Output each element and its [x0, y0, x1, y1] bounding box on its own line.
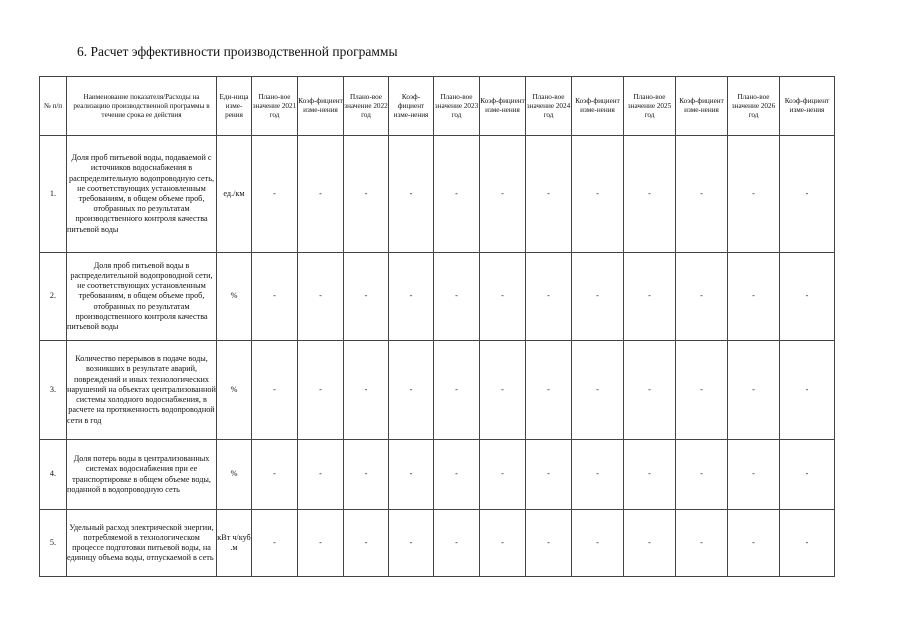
value-cell: -: [526, 136, 572, 253]
value-cell: -: [434, 440, 480, 510]
value-cell: -: [298, 510, 344, 577]
value-cell: -: [526, 510, 572, 577]
value-cell: -: [572, 136, 624, 253]
value-cell: -: [480, 136, 526, 253]
column-header: Плано-вое значение 2024 год: [526, 77, 572, 136]
table-row: [40, 253, 835, 341]
value-cell: -: [252, 510, 298, 577]
column-header: Коэф-фициент изме-нения: [480, 77, 526, 136]
indicator-name: Количество перерывов в подаче воды, возникших в результате аварий, повреждений и иных технологических нарушений на объектах централизованной системы холодного водоснабжения, в расчете на протяженность водопроводной сети в год: [67, 341, 217, 440]
value-cell: -: [344, 136, 389, 253]
row-number: 2.: [40, 253, 67, 341]
value-cell: -: [344, 341, 389, 440]
value-cell: -: [624, 440, 676, 510]
column-header: Коэф-фициент изме-нения: [676, 77, 728, 136]
table-row: [40, 341, 835, 440]
value-cell: -: [344, 253, 389, 341]
value-cell: -: [298, 341, 344, 440]
indicator-name: Доля потерь воды в централизованных системах водоснабжения при ее транспортировке в общем объеме воды, поданной в водопроводную сеть: [67, 440, 217, 510]
column-header: Плано-вое значение 2023 год: [434, 77, 480, 136]
header-row: [40, 77, 835, 136]
value-cell: -: [434, 136, 480, 253]
unit-of-measure: %: [217, 440, 252, 510]
value-cell: -: [526, 440, 572, 510]
value-cell: -: [572, 253, 624, 341]
value-cell: -: [480, 341, 526, 440]
section-title: 6. Расчет эффективности производственной программы: [77, 44, 398, 59]
indicator-name: Удельный расход электрической энергии, потребляемой в технологическом процессе подготовки питьевой воды, на единицу объема воды, отпускаемой в сеть: [67, 510, 217, 577]
value-cell: -: [728, 136, 780, 253]
column-header: Плано-вое значение 2025 год: [624, 77, 676, 136]
value-cell: -: [676, 341, 728, 440]
column-header: Коэф-фициент изме-нения: [572, 77, 624, 136]
value-cell: -: [389, 253, 434, 341]
value-cell: -: [624, 341, 676, 440]
unit-of-measure: ед./км: [217, 136, 252, 253]
value-cell: -: [526, 253, 572, 341]
value-cell: -: [780, 341, 835, 440]
column-header: Еди-ница изме-рения: [217, 77, 252, 136]
value-cell: -: [780, 253, 835, 341]
table-row: [40, 440, 835, 510]
value-cell: -: [298, 136, 344, 253]
value-cell: -: [480, 253, 526, 341]
value-cell: -: [480, 440, 526, 510]
value-cell: -: [728, 510, 780, 577]
value-cell: -: [389, 136, 434, 253]
table-row: [40, 136, 835, 253]
column-header: № п/п: [40, 77, 67, 136]
row-number: 1.: [40, 136, 67, 253]
value-cell: -: [572, 341, 624, 440]
column-header: Коэф-фициент изме-нения: [780, 77, 835, 136]
row-number: 5.: [40, 510, 67, 577]
value-cell: -: [344, 510, 389, 577]
value-cell: -: [389, 510, 434, 577]
value-cell: -: [434, 510, 480, 577]
row-number: 4.: [40, 440, 67, 510]
value-cell: -: [252, 440, 298, 510]
value-cell: -: [480, 510, 526, 577]
value-cell: -: [434, 341, 480, 440]
efficiency-table: [39, 76, 835, 577]
value-cell: -: [624, 253, 676, 341]
value-cell: -: [676, 510, 728, 577]
value-cell: -: [780, 510, 835, 577]
value-cell: -: [252, 136, 298, 253]
column-header: Наименование показателя/Расходы на реализацию производственной программы в течение срока ее действия: [67, 77, 217, 136]
indicator-name: Доля проб питьевой воды, подаваемой с источников водоснабжения в распределительную водопроводную сеть, не соответствующих установленным требованиям, в общем объеме проб, отобранных по результатам производственного контроля качества питьевой воды: [67, 136, 217, 253]
column-header: Коэф-фициент изме-нения: [389, 77, 434, 136]
value-cell: -: [298, 253, 344, 341]
value-cell: -: [780, 440, 835, 510]
value-cell: -: [780, 136, 835, 253]
value-cell: -: [676, 136, 728, 253]
value-cell: -: [676, 253, 728, 341]
value-cell: -: [526, 341, 572, 440]
unit-of-measure: кВт ч/куб .м: [217, 510, 252, 577]
value-cell: -: [252, 253, 298, 341]
value-cell: -: [728, 341, 780, 440]
value-cell: -: [344, 440, 389, 510]
value-cell: -: [572, 510, 624, 577]
unit-of-measure: %: [217, 341, 252, 440]
value-cell: -: [624, 510, 676, 577]
value-cell: -: [252, 341, 298, 440]
column-header: Плано-вое значение 2026 год: [728, 77, 780, 136]
indicator-name: Доля проб питьевой воды в распределительной водопроводной сети, не соответствующих установленным требованиям, в общем объеме проб, отобранных по результатам производственного контроля качества питьевой воды: [67, 253, 217, 341]
value-cell: -: [298, 440, 344, 510]
column-header: Плано-вое значение 2021 год: [252, 77, 298, 136]
value-cell: -: [434, 253, 480, 341]
column-header: Коэф-фициент изме-нения: [298, 77, 344, 136]
unit-of-measure: %: [217, 253, 252, 341]
row-number: 3.: [40, 341, 67, 440]
value-cell: -: [728, 253, 780, 341]
value-cell: -: [624, 136, 676, 253]
value-cell: -: [728, 440, 780, 510]
value-cell: -: [676, 440, 728, 510]
table-row: [40, 510, 835, 577]
value-cell: -: [389, 440, 434, 510]
value-cell: -: [572, 440, 624, 510]
value-cell: -: [389, 341, 434, 440]
column-header: Плано-вое значение 2022 год: [344, 77, 389, 136]
